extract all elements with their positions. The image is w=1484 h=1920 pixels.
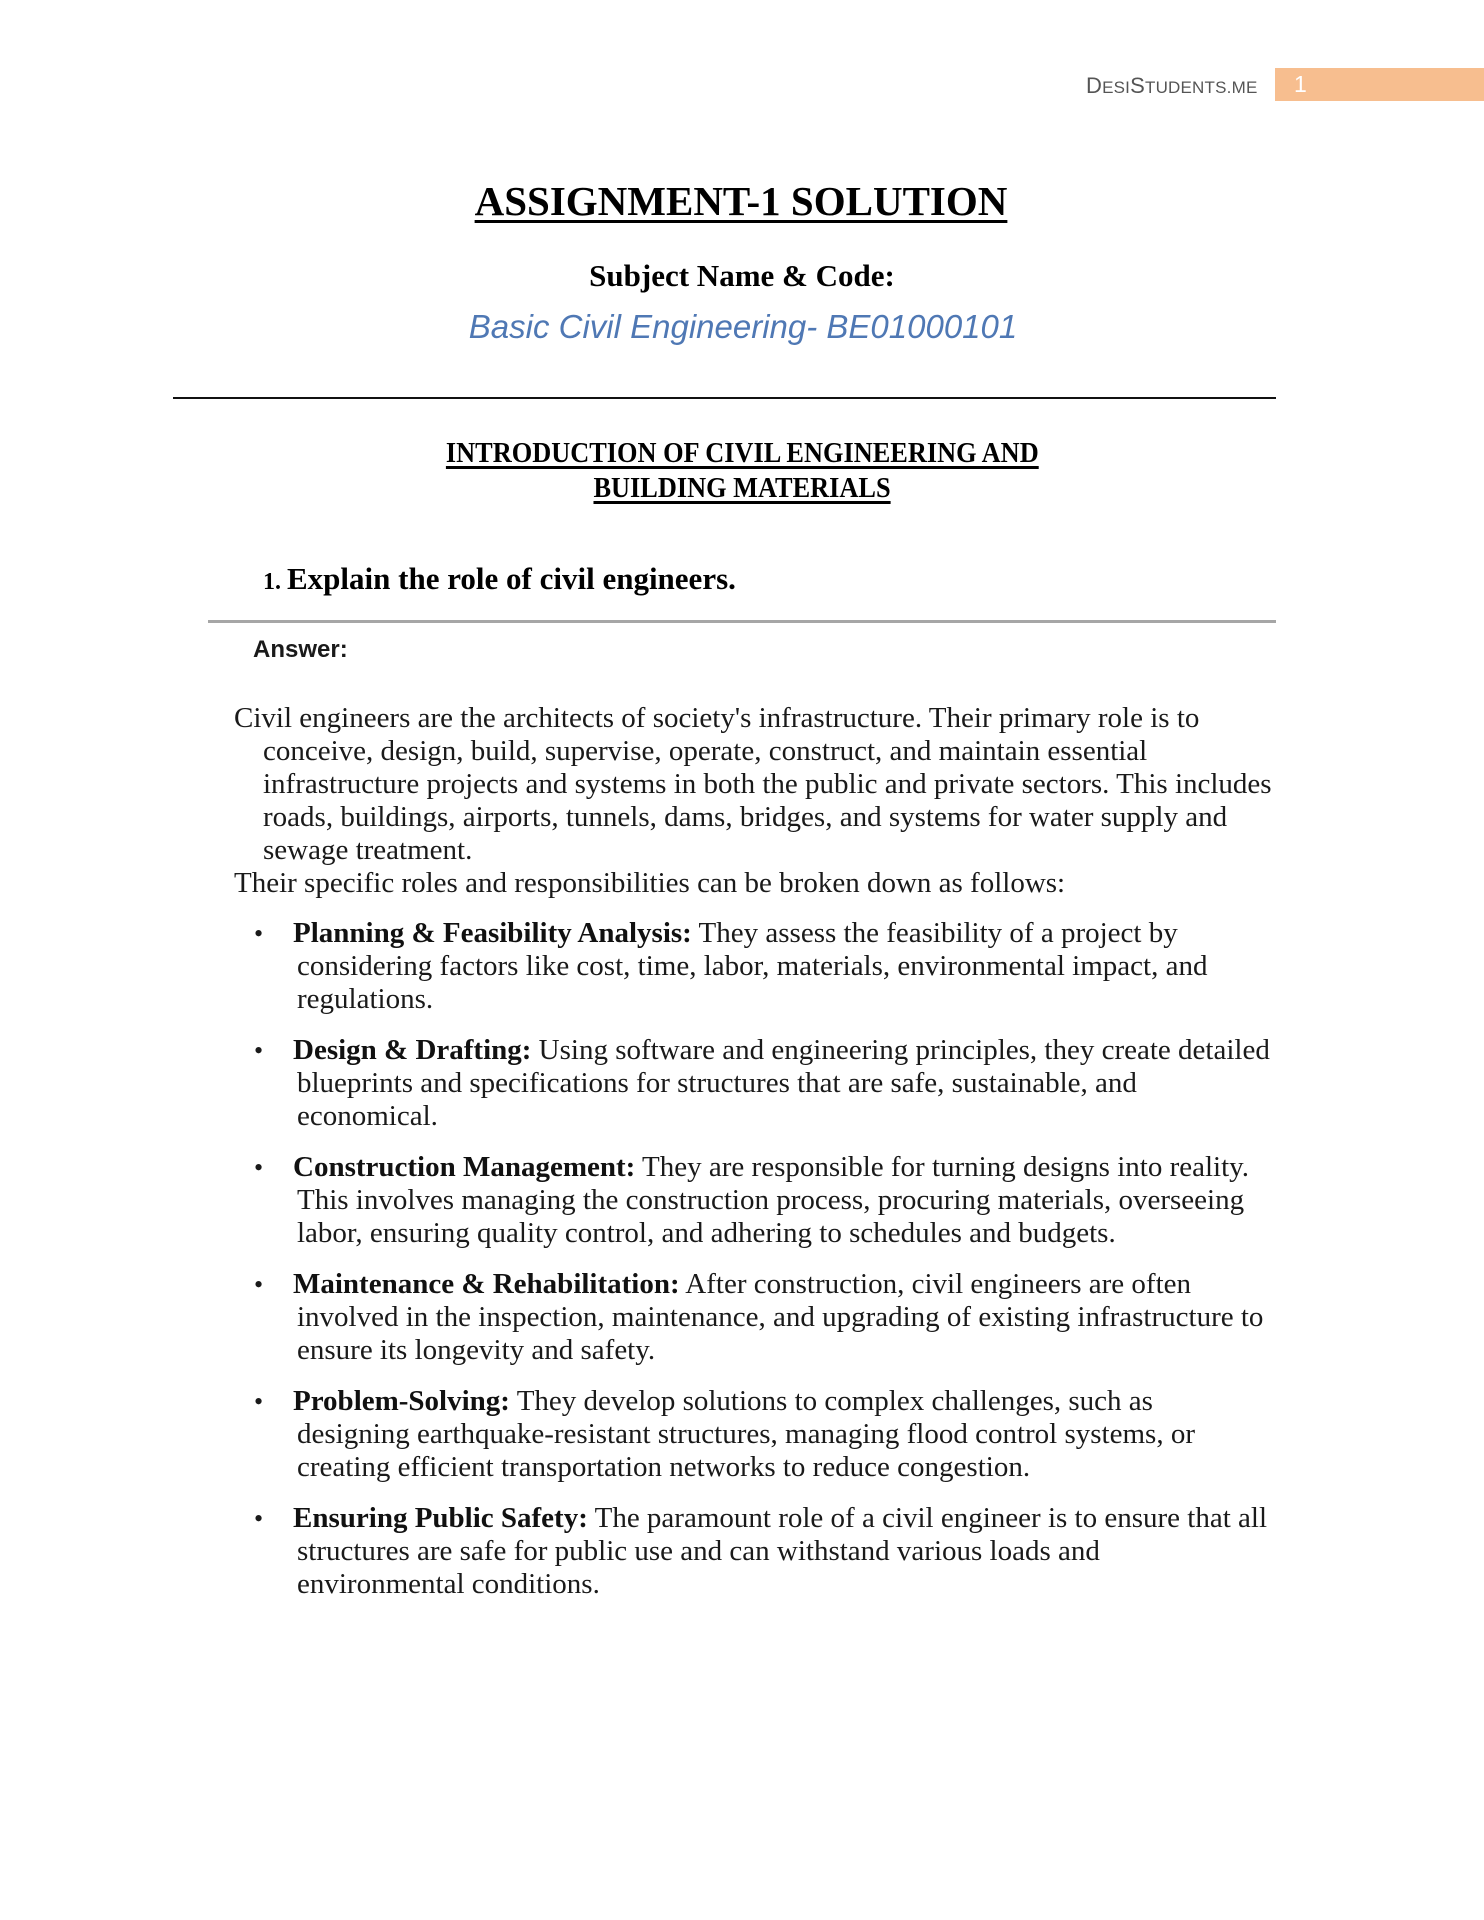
list-item-title: Design & Drafting: [293, 1034, 532, 1066]
subject-name-code [0, 307, 1484, 347]
intro-line: sewage treatment. [263, 834, 473, 866]
list-item-title: Construction Management: [293, 1151, 636, 1183]
list-item-text: They are responsible for turning designs into reality. [635, 1151, 1250, 1183]
unit-heading-line-1 [0, 437, 1484, 471]
list-item-first-line [293, 1502, 1267, 1535]
unit-heading-line-2-text: BUILDING MATERIALS [593, 473, 891, 504]
list-item-first-line [293, 1151, 1249, 1184]
site-header-text: DESISTUDENTS.ME [1086, 73, 1258, 98]
bullet-icon: • [254, 1036, 264, 1065]
bullet-icon: • [254, 919, 264, 948]
list-item-first-line [293, 1034, 1270, 1067]
list-item-text: structures are safe for public use and can withstand various loads and [297, 1535, 1100, 1567]
list-item-first-line [293, 917, 1178, 950]
bullet-icon: • [254, 1387, 264, 1416]
list-item-text: designing earthquake-resistant structures, managing flood control systems, or [297, 1418, 1195, 1450]
intro-line: infrastructure projects and systems in both the public and private sectors. This includes [263, 768, 1272, 800]
subject-label: Subject Name & Code: [589, 258, 895, 293]
question-divider [208, 620, 1276, 623]
question-number: 1. [263, 569, 281, 595]
list-item-text: blueprints and specifications for structures that are safe, sustainable, and [297, 1067, 1137, 1099]
bullet-icon: • [254, 1270, 264, 1299]
list-item-text: They develop solutions to complex challenges, such as [509, 1385, 1153, 1417]
bullet-icon: • [254, 1504, 264, 1533]
list-item-text: considering factors like cost, time, labor, materials, environmental impact, and [297, 950, 1208, 982]
list-item-title: Problem-Solving: [293, 1385, 510, 1417]
list-item-text: environmental conditions. [297, 1568, 600, 1600]
document-title [0, 177, 1484, 225]
list-item-first-line [293, 1268, 1191, 1301]
list-item-title: Ensuring Public Safety: [293, 1502, 588, 1534]
list-item-text: After construction, civil engineers are often [679, 1268, 1191, 1300]
list-item-first-line [293, 1385, 1153, 1418]
list-item-text: This involves managing the construction process, procuring materials, overseeing [297, 1184, 1245, 1216]
answer-label: Answer: [253, 636, 348, 663]
list-item-text: labor, ensuring quality control, and adhering to schedules and budgets. [297, 1217, 1116, 1249]
list-item-text: involved in the inspection, maintenance, and upgrading of existing infrastructure to [297, 1301, 1264, 1333]
question-heading [263, 561, 736, 597]
question-text: Explain the role of civil engineers. [287, 561, 736, 596]
subject-name-text: Basic Civil Engineering- BE01000101 [468, 308, 1018, 345]
list-item-text: creating efficient transportation networks to reduce congestion. [297, 1451, 1031, 1483]
list-item-text: regulations. [297, 983, 434, 1015]
document-title-text: ASSIGNMENT-1 SOLUTION [474, 178, 1008, 224]
intro-line: conceive, design, build, supervise, operate, construct, and maintain essential [263, 735, 1148, 767]
bullet-icon: • [254, 1153, 264, 1182]
intro-line: Civil engineers are the architects of society's infrastructure. Their primary role is to [234, 702, 1200, 734]
list-item-text: Using software and engineering principles, they create detailed [531, 1034, 1270, 1066]
lead-in-text: Their specific roles and responsibilities can be broken down as follows: [234, 867, 1066, 899]
list-item-title: Maintenance & Rehabilitation: [293, 1268, 680, 1300]
list-item-text: ensure its longevity and safety. [297, 1334, 656, 1366]
intro-line: roads, buildings, airports, tunnels, dams, bridges, and systems for water supply and [263, 801, 1228, 833]
list-item-text: They assess the feasibility of a project by [691, 917, 1178, 949]
list-item-text: economical. [297, 1100, 438, 1132]
page-number: 1 [1294, 71, 1307, 97]
unit-heading-line-2 [0, 472, 1484, 506]
list-item-title: Planning & Feasibility Analysis: [293, 917, 692, 949]
horizontal-rule [173, 397, 1276, 399]
unit-heading-line-1-text: INTRODUCTION OF CIVIL ENGINEERING AND [445, 438, 1039, 469]
list-item-text: The paramount role of a civil engineer is to ensure that all [587, 1502, 1267, 1534]
